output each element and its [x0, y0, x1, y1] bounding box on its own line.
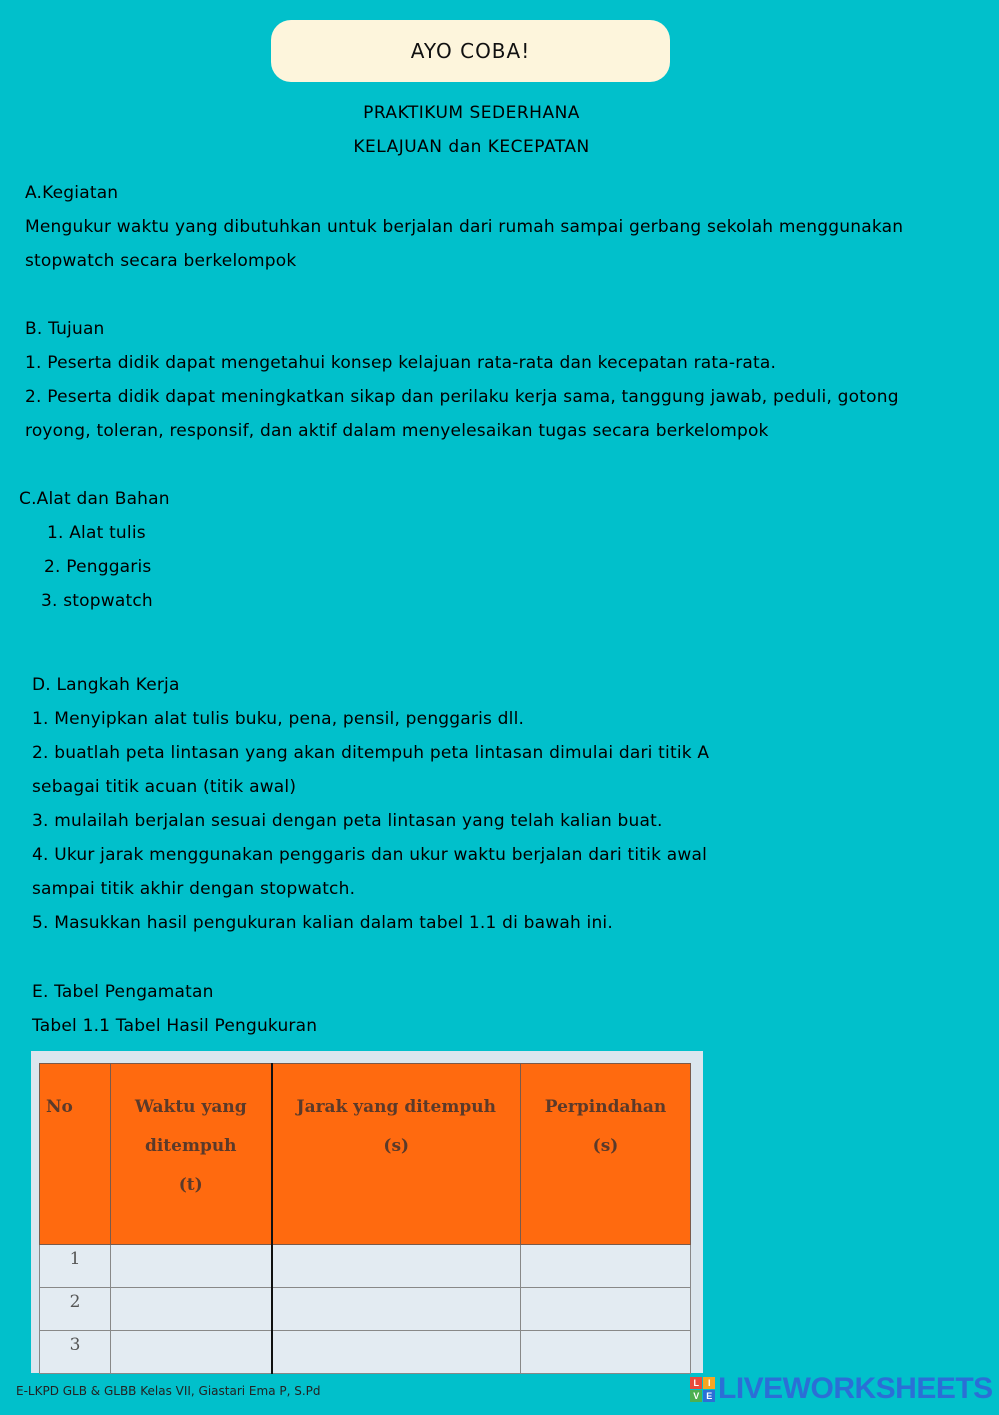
- langkah-line: 5. Masukkan hasil pengukuran kalian dalam tabel 1.1 di bawah ini.: [32, 913, 613, 933]
- col-waktu-header: Waktu yang ditempuh (t): [111, 1064, 272, 1245]
- alat-heading: C.Alat dan Bahan: [19, 489, 170, 509]
- langkah-heading: D. Langkah Kerja: [32, 675, 180, 695]
- logo-letter: E: [703, 1390, 715, 1402]
- alat-item: 2. Penggaris: [44, 557, 152, 577]
- kegiatan-text-2: stopwatch secara berkelompok: [25, 251, 297, 271]
- col-jarak-header: Jarak yang ditempuh (s): [272, 1064, 521, 1245]
- title-box: [271, 20, 670, 82]
- tabel-heading: E. Tabel Pengamatan: [32, 982, 214, 1002]
- tujuan-item-1: 1. Peserta didik dapat mengetahui konsep kelajuan rata-rata dan kecepatan rata-rata.: [25, 353, 777, 373]
- table-row: [40, 1245, 691, 1288]
- row-number: 1: [40, 1245, 111, 1288]
- table-row: [40, 1331, 691, 1374]
- langkah-line: sebagai titik acuan (titik awal): [32, 777, 297, 797]
- tabel-caption: Tabel 1.1 Tabel Hasil Pengukuran: [32, 1016, 318, 1036]
- liveworksheets-logo[interactable]: [690, 1372, 993, 1406]
- langkah-line: 1. Menyipkan alat tulis buku, pena, pensil, penggaris dll.: [32, 709, 525, 729]
- jarak-cell[interactable]: [272, 1245, 521, 1288]
- langkah-line: 4. Ukur jarak menggunakan penggaris dan ukur waktu berjalan dari titik awal: [32, 845, 708, 865]
- col-perpindahan-header: Perpindahan (s): [521, 1064, 691, 1245]
- langkah-line: 3. mulailah berjalan sesuai dengan peta lintasan yang telah kalian buat.: [32, 811, 663, 831]
- jarak-cell[interactable]: [272, 1331, 521, 1374]
- live-logo-icon: [690, 1377, 715, 1402]
- perpindahan-cell[interactable]: [521, 1245, 691, 1288]
- brand-text: LIVEWORKSHEETS: [718, 1372, 993, 1405]
- waktu-cell[interactable]: [111, 1245, 272, 1288]
- waktu-cell[interactable]: [111, 1331, 272, 1374]
- table-row: [40, 1288, 691, 1331]
- observation-table: [39, 1063, 691, 1374]
- row-number: 2: [40, 1288, 111, 1331]
- alat-item: 1. Alat tulis: [47, 523, 146, 543]
- langkah-line: 2. buatlah peta lintasan yang akan ditempuh peta lintasan dimulai dari titik A: [32, 743, 710, 763]
- col-no-header: No: [40, 1064, 111, 1245]
- logo-letter: V: [690, 1390, 702, 1402]
- waktu-cell[interactable]: [111, 1288, 272, 1331]
- tujuan-item-2b: royong, toleran, responsif, dan aktif dalam menyelesaikan tugas secara berkelompok: [25, 421, 769, 441]
- logo-letter: I: [703, 1377, 715, 1389]
- row-number: 3: [40, 1331, 111, 1374]
- kegiatan-text-1: Mengukur waktu yang dibutuhkan untuk berjalan dari rumah sampai gerbang sekolah menggunakan: [25, 217, 904, 237]
- footer-credit: E-LKPD GLB & GLBB Kelas VII, Giastari Ema P, S.Pd: [16, 1384, 321, 1398]
- subtitle-topic: KELAJUAN dan KECEPATAN: [353, 137, 590, 157]
- jarak-cell[interactable]: [272, 1288, 521, 1331]
- perpindahan-cell[interactable]: [521, 1331, 691, 1374]
- table-header-row: [40, 1064, 691, 1245]
- tujuan-item-2a: 2. Peserta didik dapat meningkatkan sikap dan perilaku kerja sama, tanggung jawab, peduli, gotong: [25, 387, 899, 407]
- perpindahan-cell[interactable]: [521, 1288, 691, 1331]
- langkah-line: sampai titik akhir dengan stopwatch.: [32, 879, 356, 899]
- logo-letter: L: [690, 1377, 702, 1389]
- box-title: AYO COBA!: [410, 39, 531, 63]
- subtitle-praktikum: PRAKTIKUM SEDERHANA: [363, 103, 580, 123]
- observation-table-image: [31, 1051, 703, 1373]
- tujuan-heading: B. Tujuan: [25, 319, 105, 339]
- alat-item: 3. stopwatch: [41, 591, 153, 611]
- kegiatan-heading: A.Kegiatan: [25, 183, 119, 203]
